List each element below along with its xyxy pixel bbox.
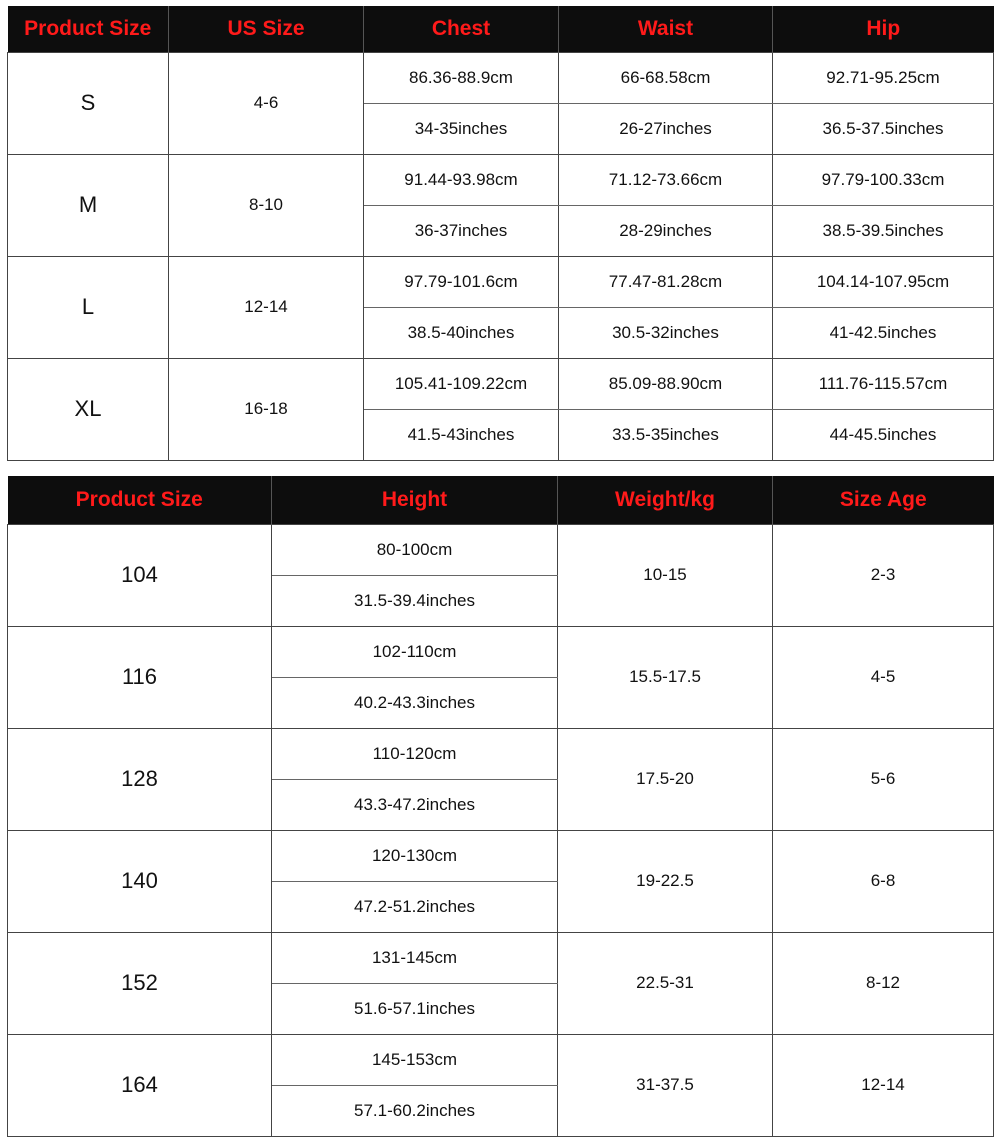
table-row: [8, 932, 994, 983]
chest-inches-cell: 36-37inches: [364, 205, 559, 256]
size-age-cell: 5-6: [773, 728, 994, 830]
height-cm-cell: 80-100cm: [272, 524, 558, 575]
waist-cm-cell: 66-68.58cm: [559, 52, 773, 103]
height-inches-cell: 40.2-43.3inches: [272, 677, 558, 728]
waist-cm-cell: 71.12-73.66cm: [559, 154, 773, 205]
height-inches-cell: 51.6-57.1inches: [272, 983, 558, 1034]
height-inches-cell: 43.3-47.2inches: [272, 779, 558, 830]
weight-cell: 31-37.5: [558, 1034, 773, 1136]
waist-inches-cell: 30.5-32inches: [559, 307, 773, 358]
weight-cell: 15.5-17.5: [558, 626, 773, 728]
waist-cm-cell: 85.09-88.90cm: [559, 358, 773, 409]
table-row: [8, 358, 994, 409]
us-size-cell: 4-6: [169, 52, 364, 154]
hip-inches-cell: 36.5-37.5inches: [773, 103, 994, 154]
product-size-cell: 116: [8, 626, 272, 728]
height-cm-cell: 110-120cm: [272, 728, 558, 779]
adult-header-cell: Product Size: [8, 6, 169, 52]
adult-header-cell: Chest: [364, 6, 559, 52]
chest-cm-cell: 97.79-101.6cm: [364, 256, 559, 307]
hip-inches-cell: 41-42.5inches: [773, 307, 994, 358]
table-row: [8, 154, 994, 205]
chest-inches-cell: 34-35inches: [364, 103, 559, 154]
table-row: [8, 728, 994, 779]
size-age-cell: 6-8: [773, 830, 994, 932]
size-age-cell: 12-14: [773, 1034, 994, 1136]
table-row: [8, 524, 994, 575]
size-age-cell: 2-3: [773, 524, 994, 626]
us-size-cell: 8-10: [169, 154, 364, 256]
product-size-cell: 104: [8, 524, 272, 626]
hip-cm-cell: 92.71-95.25cm: [773, 52, 994, 103]
product-size-cell: 128: [8, 728, 272, 830]
waist-inches-cell: 28-29inches: [559, 205, 773, 256]
table-row: [8, 830, 994, 881]
weight-cell: 10-15: [558, 524, 773, 626]
kids-header-cell: Product Size: [8, 476, 272, 524]
adult-header-cell: Waist: [559, 6, 773, 52]
us-size-cell: 12-14: [169, 256, 364, 358]
size-age-cell: 4-5: [773, 626, 994, 728]
kids-size-table: [7, 476, 994, 1137]
chest-cm-cell: 86.36-88.9cm: [364, 52, 559, 103]
table-row: [8, 1034, 994, 1085]
weight-cell: 19-22.5: [558, 830, 773, 932]
hip-cm-cell: 97.79-100.33cm: [773, 154, 994, 205]
weight-cell: 22.5-31: [558, 932, 773, 1034]
kids-header-cell: Weight/kg: [558, 476, 773, 524]
adult-header-cell: US Size: [169, 6, 364, 52]
adult-table-header: [8, 6, 994, 52]
height-inches-cell: 57.1-60.2inches: [272, 1085, 558, 1136]
hip-inches-cell: 44-45.5inches: [773, 409, 994, 460]
us-size-cell: 16-18: [169, 358, 364, 460]
chest-cm-cell: 105.41-109.22cm: [364, 358, 559, 409]
height-inches-cell: 47.2-51.2inches: [272, 881, 558, 932]
kids-table-header: [8, 476, 994, 524]
adult-size-table: [7, 6, 994, 461]
kids-header-cell: Height: [272, 476, 558, 524]
product-size-cell: 152: [8, 932, 272, 1034]
product-size-cell: M: [8, 154, 169, 256]
product-size-cell: S: [8, 52, 169, 154]
waist-cm-cell: 77.47-81.28cm: [559, 256, 773, 307]
height-cm-cell: 120-130cm: [272, 830, 558, 881]
kids-table-body: [8, 524, 994, 1136]
size-age-cell: 8-12: [773, 932, 994, 1034]
height-cm-cell: 131-145cm: [272, 932, 558, 983]
hip-cm-cell: 111.76-115.57cm: [773, 358, 994, 409]
table-row: [8, 52, 994, 103]
height-cm-cell: 145-153cm: [272, 1034, 558, 1085]
height-cm-cell: 102-110cm: [272, 626, 558, 677]
product-size-cell: 164: [8, 1034, 272, 1136]
chest-inches-cell: 41.5-43inches: [364, 409, 559, 460]
product-size-cell: 140: [8, 830, 272, 932]
waist-inches-cell: 26-27inches: [559, 103, 773, 154]
table-row: [8, 256, 994, 307]
table-row: [8, 626, 994, 677]
adult-table-body: [8, 52, 994, 460]
kids-header-cell: Size Age: [773, 476, 994, 524]
hip-cm-cell: 104.14-107.95cm: [773, 256, 994, 307]
product-size-cell: L: [8, 256, 169, 358]
waist-inches-cell: 33.5-35inches: [559, 409, 773, 460]
chest-cm-cell: 91.44-93.98cm: [364, 154, 559, 205]
chest-inches-cell: 38.5-40inches: [364, 307, 559, 358]
height-inches-cell: 31.5-39.4inches: [272, 575, 558, 626]
product-size-cell: XL: [8, 358, 169, 460]
adult-header-cell: Hip: [773, 6, 994, 52]
hip-inches-cell: 38.5-39.5inches: [773, 205, 994, 256]
weight-cell: 17.5-20: [558, 728, 773, 830]
